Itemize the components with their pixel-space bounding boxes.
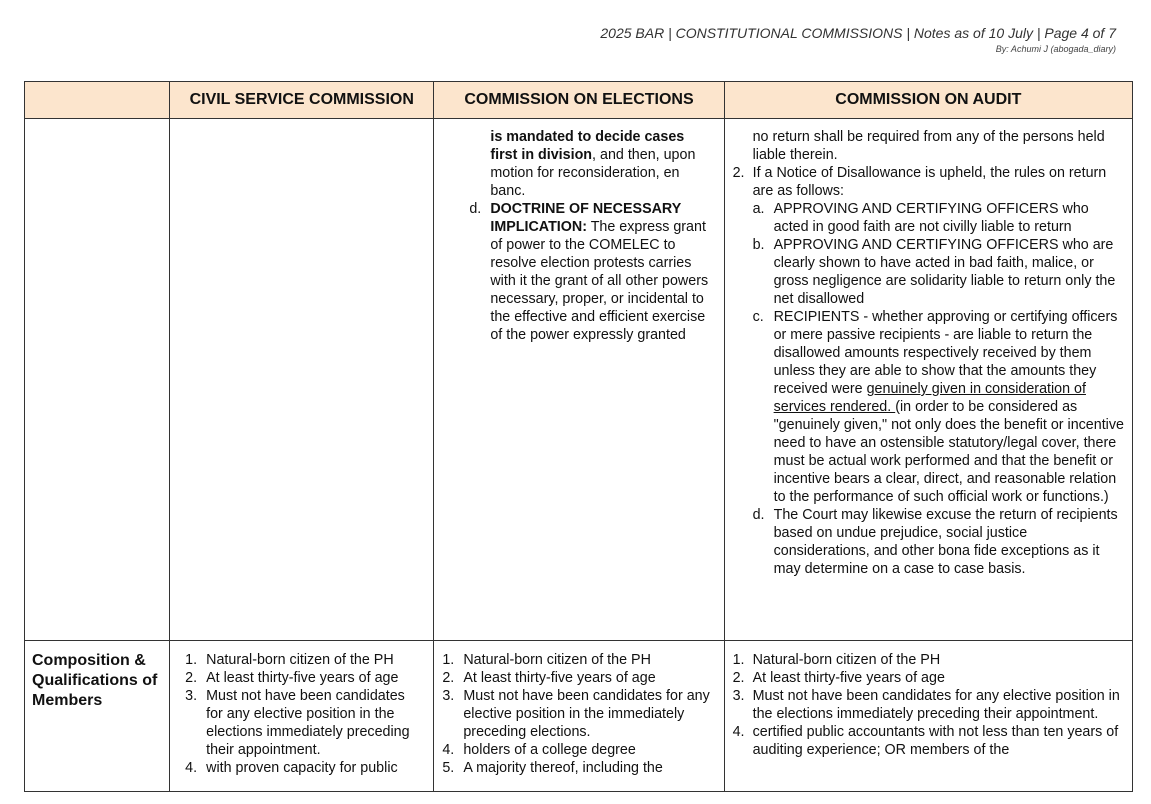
table-header-row bbox=[25, 82, 1133, 119]
list-item: 4. certified public accountants with not less than ten years of auditing experience; OR members of the bbox=[732, 724, 1119, 758]
list-item: 3. Must not have been candidates for any elective position in the immediately preceding elections. bbox=[442, 688, 710, 740]
list-marker: d. bbox=[752, 507, 765, 523]
csc-qualifications-list bbox=[170, 641, 433, 777]
list-item: 3. Must not have been candidates for any elective position in the elections immediately preceding their appointment. bbox=[732, 688, 1120, 722]
coa-qualifications-list bbox=[725, 641, 1132, 759]
coa-item-2c: c. RECIPIENTS - whether approving or certifying officers or mere passive recipients - are liable to return the disallowed amounts respectively received by them unless they are able to show that the amounts they received were genuinely given in consideration of services rendered. (in order to be considered as "genuinely given," not only does the benefit or incentive need to have an ostensible statutory/legal cover, there must be actual work performed and that the benefit or incentive bears a clear, direct, and reasonable relation to the performance of such official work or functions.) bbox=[752, 309, 1124, 505]
commissions-table bbox=[24, 81, 1133, 792]
list-item: 2. At least thirty-five years of age bbox=[732, 670, 945, 686]
comelec-continuation: is mandated to decide cases first in division, and then, upon motion for reconsideration, en banc. bbox=[490, 129, 696, 199]
list-item: 3. Must not have been candidates for any elective position in the elections immediately preceding their appointment. bbox=[185, 688, 410, 758]
list-marker: a. bbox=[752, 201, 765, 217]
table-row bbox=[25, 119, 1133, 641]
header-title: 2025 BAR | CONSTITUTIONAL COMMISSIONS | Notes as of 10 July | Page 4 of 7 bbox=[600, 25, 1116, 41]
comelec-qualifications-cell bbox=[434, 641, 724, 792]
header-cell-coa: COMMISSION ON AUDIT bbox=[724, 82, 1132, 119]
list-marker: d. bbox=[469, 201, 482, 217]
list-item: 1. Natural-born citizen of the PH bbox=[732, 652, 941, 668]
table-row bbox=[25, 641, 1133, 792]
comelec-qualifications-list bbox=[434, 641, 723, 777]
list-item: 4. holders of a college degree bbox=[442, 742, 636, 758]
comelec-item-d: d. DOCTRINE OF NECESSARY IMPLICATION: The express grant of power to the COMELEC to resolve election protests carries with it the grant of all other powers necessary, proper, or incidental to the effective and efficient exercise of the power expressly granted bbox=[469, 201, 709, 343]
list-marker: b. bbox=[752, 237, 765, 253]
row-label-cell bbox=[25, 119, 170, 641]
coa-item-2d: d. The Court may likewise excuse the return of recipients based on undue prejudice, social justice considerations, and other bona fide exceptions as it may determine on a case to case basis. bbox=[752, 507, 1118, 577]
coa-continuation: no return shall be required from any of the persons held liable therein. bbox=[752, 129, 1105, 163]
header-cell-csc: CIVIL SERVICE COMMISSION bbox=[170, 82, 434, 119]
csc-qualifications-cell bbox=[170, 641, 434, 792]
coa-item-2: 2. If a Notice of Disallowance is upheld, the rules on return are as follows: bbox=[732, 165, 1107, 199]
header-cell-comelec: COMMISSION ON ELECTIONS bbox=[434, 82, 724, 119]
row-label-cell bbox=[25, 641, 170, 792]
list-item: 1. Natural-born citizen of the PH bbox=[442, 652, 651, 668]
list-item: 2. At least thirty-five years of age bbox=[442, 670, 656, 686]
comelec-cell bbox=[434, 119, 724, 641]
list-item: 5. A majority thereof, including the bbox=[442, 760, 663, 776]
list-marker: c. bbox=[752, 309, 764, 325]
header-cell-blank bbox=[25, 82, 170, 119]
coa-item-2a: a. APPROVING AND CERTIFYING OFFICERS who acted in good faith are not civilly liable to return bbox=[752, 201, 1089, 235]
page-header bbox=[600, 24, 1116, 55]
header-byline: By: Achumi J (abogada_diary) bbox=[995, 44, 1116, 54]
coa-cell bbox=[724, 119, 1132, 641]
coa-item-2b: b. APPROVING AND CERTIFYING OFFICERS who are clearly shown to have acted in bad faith, malice, or gross negligence are solidarity liable to return only the net disallowed bbox=[752, 237, 1116, 307]
csc-cell bbox=[170, 119, 434, 641]
list-item: 4. with proven capacity for public bbox=[185, 760, 398, 776]
list-item: 2. At least thirty-five years of age bbox=[185, 670, 399, 686]
list-marker: 2. bbox=[732, 165, 745, 181]
coa-qualifications-cell bbox=[724, 641, 1132, 792]
list-item: 1. Natural-born citizen of the PH bbox=[185, 652, 394, 668]
row-label: Composition & Qualifications of Members bbox=[32, 652, 158, 709]
